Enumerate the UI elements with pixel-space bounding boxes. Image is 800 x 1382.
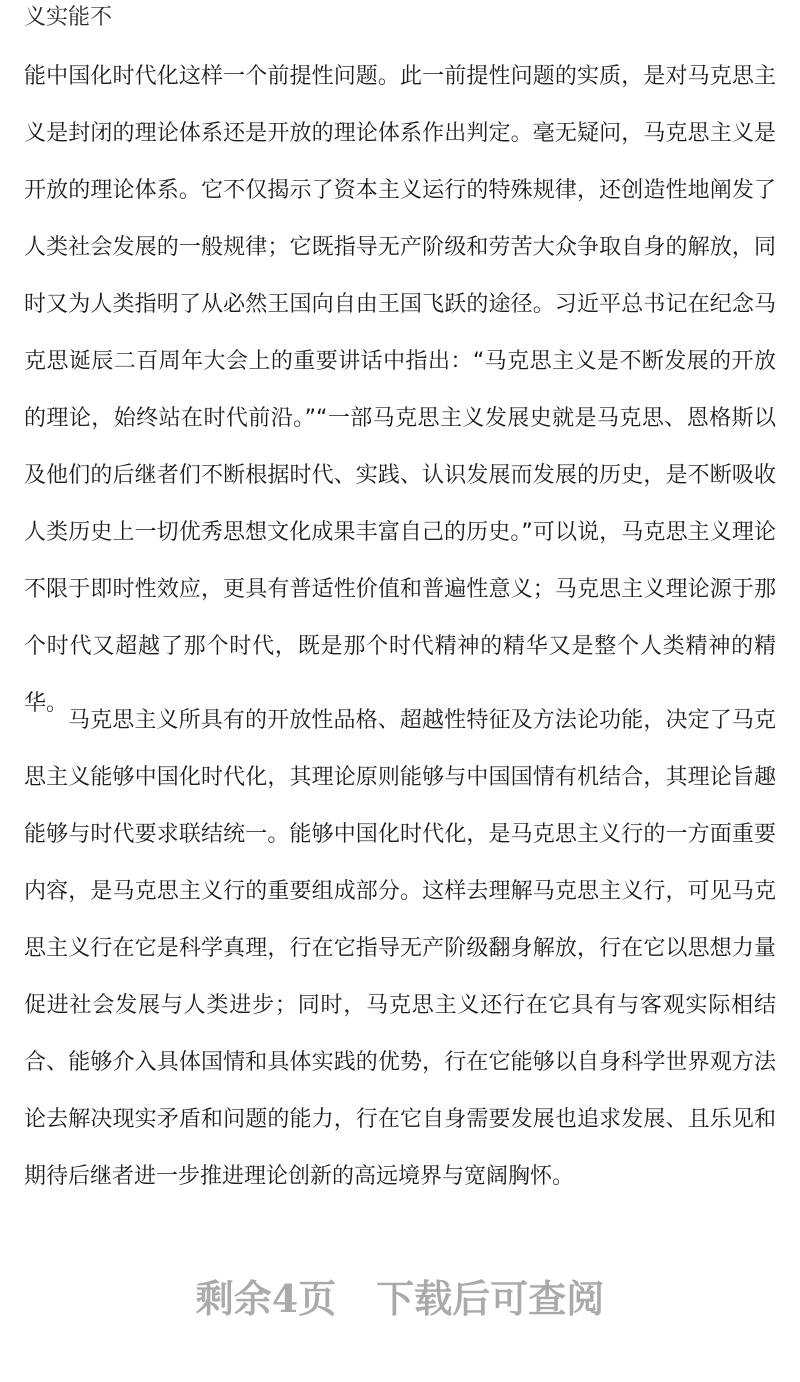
- download-hint-label[interactable]: 下载后可查阅: [376, 1276, 605, 1321]
- paragraph-2: 马克思主义所具有的开放性品格、超越性特征及方法论功能，决定了马克思主义能够中国化时代化，其理论原则能够与中国国情有机结合，其理论旨趣能够与时代要求联结统一。能够中国化时代化，是马克思主义行的一方面重要内容，是马克思主义行的重要组成部分。这样去理解马克思主义行，可见马克思主义行在它是科学真理，行在它指导无产阶级翻身解放，行在它以思想力量促进社会发展与人类进步；同时，马克思主义还行在它具有与客观实际相结合、能够介入具体国情和具体实践的优势，行在它能够以自身科学世界观方法论去解决现实矛盾和问题的能力，行在它自身需要发展也追求发展、且乐见和期待后继者进一步推进理论创新的高远境界与宽阔胸怀。: [24, 708, 776, 1189]
- remaining-pages-label[interactable]: 剩余4页: [195, 1276, 337, 1321]
- download-prompt[interactable]: [0, 1268, 800, 1323]
- document-page: 义实能不 能中国化时代化这样一个前提性问题。此一前提性问题的实质，是对马克思主义是封闭的理论体系还是开放的理论体系作出判定。毫无疑问，马克思主义是开放的理论体系。它不仅揭示了资本主义运行的特殊规律，还创造性地阐发了人类社会发展的一般规律；它既指导无产阶级和劳苦大众争取自身的解放，同时又为人类指明了从必然王国向自由王国飞跃的途径。习近平总书记在纪念马克思诞辰二百周年大会上的重要讲话中指出：“马克思主义是不断发展的开放的理论，始终站在时代前沿。”“一部马克思主义发展史就是马克思、恩格斯以及他们的后继者们不断根据时代、实践、认识发展而发展的历史，是不断吸收人类历史上一切优秀思想文化成果丰富自己的历史。”可以说，马克思主义理论不限于即时性效应，更具有普适性价值和普遍性意义；马克思主义理论源于那个时代又超越了那个时代，既是那个时代精神的精华又是整个人类精神的精华。 马克思主义所具有的开放性品格、超越性特征及方法论功能，决定了马克思主义能够中国化时代化，其理论原则能够与中国国情有机结合，其理论旨趣能够与时代要求联结统一。能够中国化时代化，是马克思主义行的一方面重要内容，是马克思主义行的重要组成部分。这样去理解马克思主义行，可见马克思主义行在它是科学真理，行在它指导无产阶级翻身解放，行在它以思想力量促进社会发展与人类进步；同时，马克思主义还行在它具有与客观实际相结合、能够介入具体国情和具体实践的优势，行在它能够以自身科学世界观方法论去解决现实矛盾和问题的能力，行在它自身需要发展也追求发展、且乐见和期待后继者进一步推进理论创新的高远境界与宽阔胸怀。 剩余4页 下载后可查阅: [0, 0, 800, 1382]
- paragraph-1: 能中国化时代化这样一个前提性问题。此一前提性问题的实质，是对马克思主义是封闭的理论体系还是开放的理论体系作出判定。毫无疑问，马克思主义是开放的理论体系。它不仅揭示了资本主义运行的特殊规律，还创造性地阐发了人类社会发展的一般规律；它既指导无产阶级和劳苦大众争取自身的解放，同时又为人类指明了从必然王国向自由王国飞跃的途径。习近平总书记在纪念马克思诞辰二百周年大会上的重要讲话中指出：“马克思主义是不断发展的开放的理论，始终站在时代前沿。”“一部马克思主义发展史就是马克思、恩格斯以及他们的后继者们不断根据时代、实践、认识发展而发展的历史，是不断吸收人类历史上一切优秀思想文化成果丰富自己的历史。”可以说，马克思主义理论不限于即时性效应，更具有普适性价值和普遍性意义；马克思主义理论源于那个时代又超越了那个时代，既是那个时代精神的精华又是整个人类精神的精华。: [24, 64, 776, 716]
